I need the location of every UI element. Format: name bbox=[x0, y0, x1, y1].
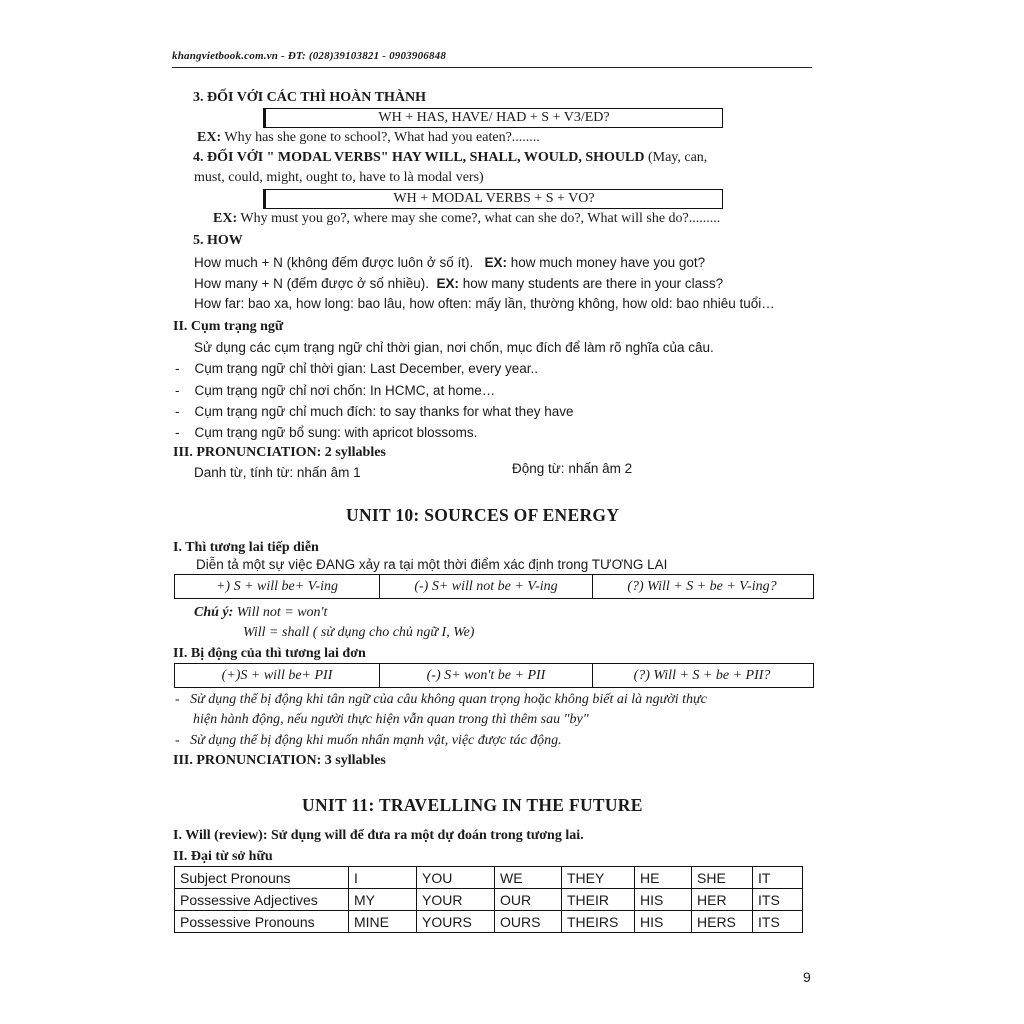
section-label: I. Will (review): bbox=[173, 828, 268, 843]
future-continuous-table bbox=[174, 574, 814, 599]
table-cell: THEY bbox=[562, 867, 635, 889]
bullet-text: Sử dụng thể bị động khi muốn nhấn mạnh vật, việc được tác động. bbox=[190, 733, 562, 748]
how-much-line bbox=[194, 255, 705, 270]
question-cell: (?) Will + S + be + V-ing? bbox=[627, 579, 777, 594]
stress-noun-adj: Danh từ, tính từ: nhấn âm 1 bbox=[194, 465, 361, 480]
how-other-line: How far: bao xa, how long: bao lâu, how often: mấy lần, thường không, how old: bao nhiêu tuổi… bbox=[194, 296, 775, 311]
section-ii-title: II. Cụm trạng ngữ bbox=[173, 319, 284, 334]
how-many-rule: How many + N (đếm được ở số nhiều). bbox=[194, 276, 429, 291]
unit-11-section-2-title: II. Đại từ sở hữu bbox=[173, 849, 273, 864]
formula-text: WH + MODAL VERBS + S + VO? bbox=[393, 191, 595, 206]
formula-text: WH + HAS, HAVE/ HAD + S + V3/ED? bbox=[378, 110, 610, 125]
example-text: Why has she gone to school?, What had you eaten?........ bbox=[221, 130, 540, 145]
list-item: - Cụm trạng ngữ bổ sung: with apricot blossoms. bbox=[175, 425, 478, 440]
how-many-line bbox=[194, 276, 723, 291]
list-item-text: Cụm trạng ngữ chỉ thời gian: Last December, every year.. bbox=[194, 361, 539, 376]
unit-10-section-2-title: II. Bị động của thì tương lai đơn bbox=[173, 646, 366, 661]
passive-bullet-1: - Sử dụng thể bị động khi tân ngữ của câu không quan trọng hoặc không biết ai là người thực bbox=[175, 692, 707, 707]
table-cell: MINE bbox=[349, 911, 417, 933]
note-line-2: Will = shall ( sử dụng cho chủ ngữ I, We) bbox=[243, 625, 475, 640]
question-cell: (?) Will + S + be + PII? bbox=[633, 668, 771, 683]
how-much-example: how much money have you got? bbox=[507, 255, 706, 270]
section-5-title: 5. HOW bbox=[193, 233, 243, 248]
list-item: - Cụm trạng ngữ chỉ nơi chốn: In HCMC, at home… bbox=[175, 383, 496, 398]
table-cell: Possessive Adjectives bbox=[175, 889, 349, 911]
how-many-example: how many students are there in your class? bbox=[458, 276, 724, 291]
section-iii-title: III. PRONUNCIATION: 2 syllables bbox=[173, 445, 386, 460]
affirmative-cell: (+)S + will be+ PII bbox=[175, 664, 380, 687]
list-item: - Cụm trạng ngữ chỉ much đích: to say thanks for what they have bbox=[175, 404, 574, 419]
unit-10-section-1-desc: Diễn tả một sự việc ĐANG xảy ra tại một thời điểm xác định trong TƯƠNG LAI bbox=[196, 557, 668, 572]
unit-10-section-3-title: III. PRONUNCIATION: 3 syllables bbox=[173, 753, 386, 768]
section-4-heading-rest: (May, can, bbox=[644, 150, 708, 165]
table-cell: YOUR bbox=[417, 889, 495, 911]
example-label: EX: bbox=[197, 130, 222, 145]
page-number: 9 bbox=[803, 969, 811, 985]
page-header: khangvietbook.com.vn - ĐT: (028)39103821 - 0903906848 bbox=[172, 50, 447, 62]
list-item-text: Cụm trạng ngữ bổ sung: with apricot blossoms. bbox=[194, 425, 478, 440]
table-row bbox=[175, 889, 803, 911]
table-cell: HE bbox=[635, 867, 692, 889]
section-4-title bbox=[193, 150, 707, 166]
list-item-text: Cụm trạng ngữ chỉ nơi chốn: In HCMC, at home… bbox=[194, 383, 496, 398]
example-label: EX: bbox=[484, 255, 508, 270]
table-cell: YOU bbox=[417, 867, 495, 889]
section-3-example bbox=[197, 130, 540, 146]
table-cell: WE bbox=[495, 867, 562, 889]
unit-11-title: UNIT 11: TRAVELLING IN THE FUTURE bbox=[302, 795, 643, 815]
passive-future-table bbox=[174, 663, 814, 688]
section-4-formula-box bbox=[263, 189, 723, 209]
table-cell: THEIR bbox=[562, 889, 635, 911]
list-item: - Cụm trạng ngữ chỉ thời gian: Last December, every year.. bbox=[175, 361, 539, 376]
table-cell: OUR bbox=[495, 889, 562, 911]
pronoun-table bbox=[174, 866, 803, 933]
table-cell: YOURS bbox=[417, 911, 495, 933]
table-cell: THEIRS bbox=[562, 911, 635, 933]
table-cell: IT bbox=[753, 867, 803, 889]
unit-10-section-1-title: I. Thì tương lai tiếp diễn bbox=[173, 540, 319, 555]
table-row bbox=[175, 867, 803, 889]
table-cell: SHE bbox=[692, 867, 753, 889]
section-4-line2: must, could, might, ought to, have to là modal vers) bbox=[194, 170, 484, 185]
list-item-text: Cụm trạng ngữ chỉ much đích: to say thanks for what they have bbox=[194, 404, 574, 419]
section-ii-intro: Sử dụng các cụm trạng ngữ chỉ thời gian, nơi chốn, mục đích để làm rõ nghĩa của câu. bbox=[194, 340, 714, 355]
example-text: Why must you go?, where may she come?, what can she do?, What will she do?......... bbox=[237, 211, 721, 226]
header-rule bbox=[172, 67, 812, 68]
unit-11-section-1 bbox=[173, 828, 584, 844]
section-3-formula-box bbox=[263, 108, 723, 128]
table-cell: MY bbox=[349, 889, 417, 911]
unit-10-title: UNIT 10: SOURCES OF ENERGY bbox=[346, 505, 620, 525]
section-text: Sử dụng will để đưa ra một dự đoán trong tương lai. bbox=[267, 828, 584, 843]
table-cell: HIS bbox=[635, 911, 692, 933]
note-line-1 bbox=[194, 605, 327, 621]
table-cell: ITS bbox=[753, 911, 803, 933]
table-cell: I bbox=[349, 867, 417, 889]
table-cell: HIS bbox=[635, 889, 692, 911]
table-cell: OURS bbox=[495, 911, 562, 933]
negative-cell: (-) S+ will not be + V-ing bbox=[380, 575, 593, 598]
table-cell: ITS bbox=[753, 889, 803, 911]
section-4-heading: 4. ĐỐI VỚI " MODAL VERBS" HAY WILL, SHALL, WOULD, SHOULD bbox=[193, 150, 645, 165]
table-cell: HERS bbox=[692, 911, 753, 933]
passive-bullet-1-cont: hiện hành động, nếu người thực hiện vẫn quan trong thì thêm sau "by" bbox=[193, 712, 589, 727]
how-much-rule: How much + N (không đếm được luôn ở số ít). bbox=[194, 255, 474, 270]
table-cell: Subject Pronouns bbox=[175, 867, 349, 889]
table-cell: HER bbox=[692, 889, 753, 911]
passive-bullet-2: - Sử dụng thể bị động khi muốn nhấn mạnh vật, việc được tác động. bbox=[175, 733, 562, 748]
note-label: Chú ý: bbox=[194, 605, 234, 620]
section-3-title: 3. ĐỐI VỚI CÁC THÌ HOÀN THÀNH bbox=[193, 90, 426, 105]
section-4-example bbox=[213, 211, 720, 227]
negative-cell: (-) S+ won't be + PII bbox=[380, 664, 593, 687]
note-text: Will not = won't bbox=[233, 605, 328, 620]
stress-verb: Động từ: nhấn âm 2 bbox=[512, 461, 633, 476]
table-cell: Possessive Pronouns bbox=[175, 911, 349, 933]
example-label: EX: bbox=[436, 276, 459, 291]
example-label: EX: bbox=[213, 211, 238, 226]
affirmative-cell: +) S + will be+ V-ing bbox=[175, 575, 380, 598]
table-row bbox=[175, 911, 803, 933]
bullet-text: Sử dụng thể bị động khi tân ngữ của câu không quan trọng hoặc không biết ai là người thực bbox=[190, 692, 707, 707]
